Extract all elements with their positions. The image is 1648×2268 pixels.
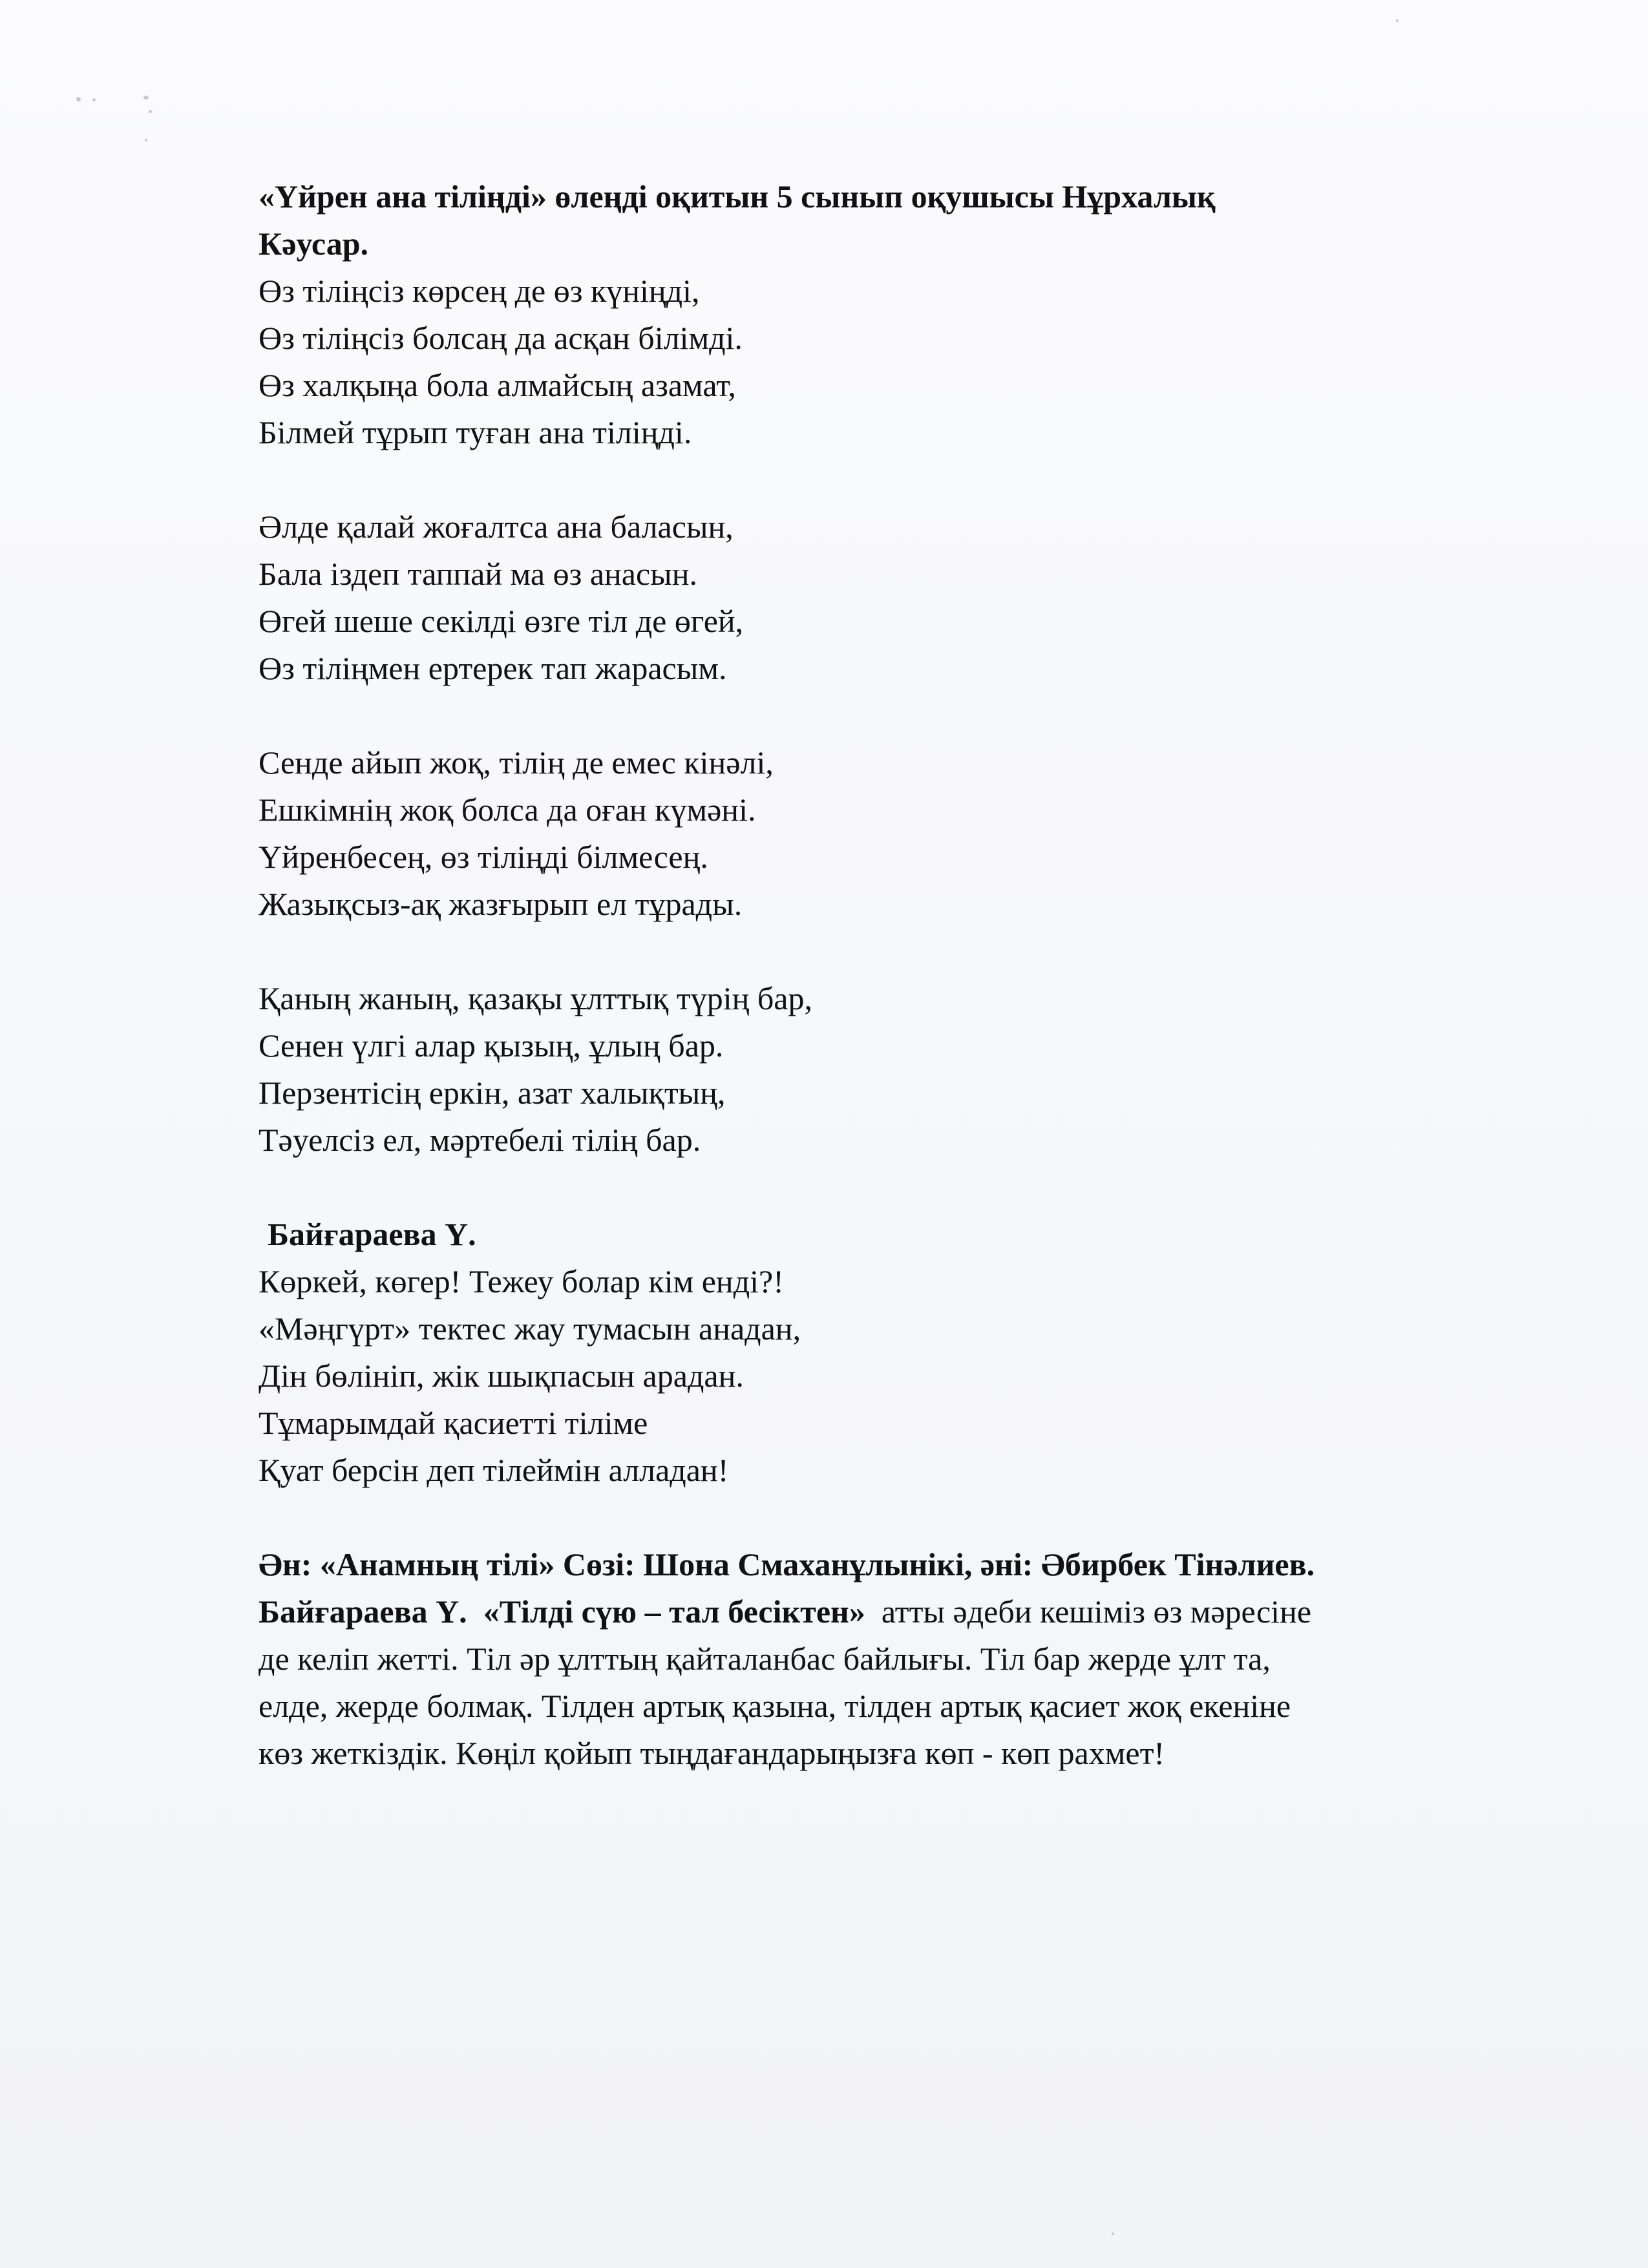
stanza-gap [259,456,1519,503]
title-line: «Үйрен ана тіліңді» өлеңді оқитын 5 сынып оқушысы Нұрхалық [259,178,1216,215]
stanza-gap [259,1164,1519,1211]
stanza-3 [259,739,1519,928]
stanza-1 [259,268,1519,456]
verse-line: Бала іздеп таппай ма өз анасын. [259,556,698,592]
scan-speck [1396,19,1399,22]
verse-line: Үйренбесең, өз тіліңді білмесең. [259,839,708,875]
speaker-name: Байғараева Ү. [268,1216,476,1252]
verse-line: Сенде айып жоқ, тілің де емес кінәлі, [259,744,774,781]
spacer [467,1593,483,1630]
paragraph-line: елде, жерде болмақ. Тілден артық қазына, тілден артық қасиет жоқ екеніне [259,1688,1291,1724]
verse-line: Әлде қалай жоғалтса ана баласын, [259,509,734,545]
scan-speck [76,97,81,101]
scan-speck [1112,2232,1114,2235]
title-line: Кәусар. [259,226,369,262]
verse-line: Білмей тұрып туған ана тіліңді. [259,414,692,450]
document-body [259,173,1519,1777]
verse-line: «Мәңгүрт» тектес жау тумасын анадан, [259,1310,801,1347]
closing-paragraph [259,1588,1519,1777]
paragraph-line: де келіп жетті. Тіл әр ұлттың қайталанбас байлығы. Тіл бар жерде ұлт та, [259,1641,1271,1677]
scan-speck [92,98,96,101]
verse-line: Өз халқыңа бола алмайсың азамат, [259,367,736,403]
verse-line: Өгей шеше секілді өзге тіл де өгей, [259,603,744,639]
closing-first-line [259,1588,1519,1635]
stanza-4 [259,975,1519,1164]
stanza-gap [259,928,1519,975]
scan-speck [145,139,147,142]
song-credit: Ән: «Анамның тілі» Сөзі: Шона Смаханұлынікі, әні: Әбирбек Тінәлиев. [259,1546,1315,1582]
verse-line: Өз тіліңмен ертерек тап жарасым. [259,650,727,686]
verse-line: Жазықсыз-ақ жазғырып ел тұрады. [259,886,743,922]
verse-line: Қаның жаның, қазақы ұлттық түрің бар, [259,980,812,1016]
verse-line: Өз тіліңсіз көрсең де өз күніңді, [259,273,700,309]
verse-line: Дін бөлініп, жік шықпасын арадан. [259,1358,744,1394]
verse-line: Сенен үлгі алар қызың, ұлың бар. [259,1027,724,1064]
closing-first-rest: атты әдеби кешіміз өз мәресіне [865,1593,1312,1630]
closing-event-title: «Тілді сүю – тал бесіктен» [483,1593,865,1630]
closing-speaker: Байғараева Ү. [259,1593,467,1630]
verse-line: Қуат берсін деп тілеймін алладан! [259,1452,729,1488]
stanza-gap [259,692,1519,739]
paragraph-line: көз жеткіздік. Көңіл қойып тыңдағандарыңызға көп - көп рахмет! [259,1735,1165,1771]
stanza-gap [259,1494,1519,1541]
verse-line: Ешкімнің жоқ болса да оған күмәні. [259,792,756,828]
verse-line: Өз тіліңсіз болсаң да асқан білімді. [259,320,743,356]
stanza-2 [259,503,1519,692]
stanza-5 [259,1258,1519,1494]
verse-line: Көркей, көгер! Тежеу болар кім енді?! [259,1263,784,1299]
verse-line: Тұмарымдай қасиетті тіліме [259,1405,648,1441]
verse-line: Тәуелсіз ел, мәртебелі тілің бар. [259,1122,701,1158]
scan-speck [149,110,152,113]
scan-speck [143,96,149,100]
verse-line: Перзентісің еркін, азат халықтың, [259,1075,726,1111]
